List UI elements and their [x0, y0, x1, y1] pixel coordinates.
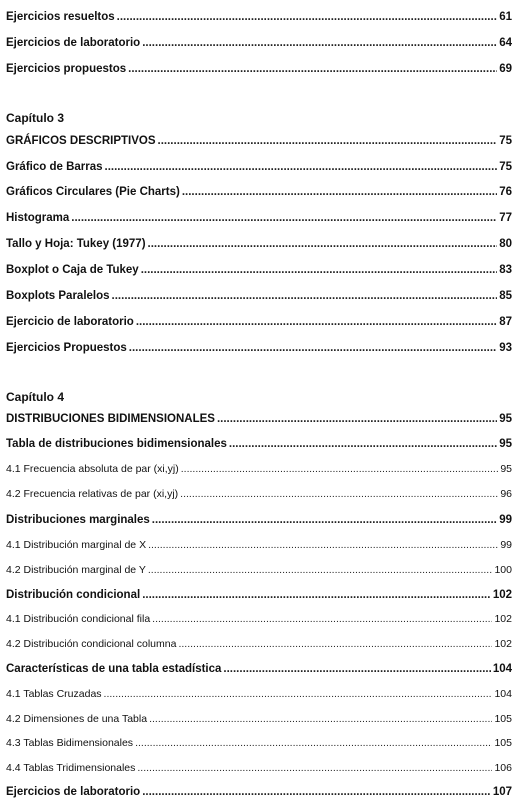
dot-leader [137, 760, 492, 776]
toc-entry-title: 4.2 Dimensiones de una Tabla [6, 713, 148, 725]
dot-leader [180, 486, 498, 502]
toc-entry-page-number: 87 [499, 316, 512, 328]
toc-entry-page-number: 80 [499, 238, 512, 250]
dot-leader [148, 236, 498, 252]
toc-entry[interactable] [6, 9, 512, 25]
dot-leader [129, 340, 497, 356]
toc-entry[interactable] [6, 133, 512, 149]
toc-entry-page-number: 102 [492, 589, 512, 601]
toc-entry[interactable] [6, 735, 512, 751]
toc-entry[interactable] [6, 512, 512, 528]
toc-entry-page-number: 75 [499, 161, 512, 173]
toc-entry-title: DISTRIBUCIONES BIDIMENSIONALES [6, 413, 215, 425]
toc-entry-title: Ejercicios resueltos [6, 11, 115, 23]
toc-entry-title: 4.1 Frecuencia absoluta de par (xi,yj) [6, 463, 179, 475]
toc-entry-title: 4.1 Distribución condicional fila [6, 613, 151, 625]
toc-entry[interactable] [6, 436, 512, 452]
toc-entry-title: 4.1 Tablas Cruzadas [6, 688, 102, 700]
toc-entry[interactable] [6, 537, 512, 553]
toc-entry[interactable] [6, 411, 512, 427]
toc-entry-page-number: 102 [494, 613, 512, 625]
toc-entry-title: 4.3 Tablas Bidimensionales [6, 737, 134, 749]
toc-entry[interactable] [6, 562, 512, 578]
toc-entry-title: 4.2 Distribución marginal de Y [6, 564, 146, 576]
dot-leader [136, 314, 497, 330]
toc-entry[interactable] [6, 262, 512, 278]
dot-leader [229, 436, 497, 452]
toc-entry-title: 4.1 Distribución marginal de X [6, 539, 147, 551]
toc-entry-page-number: 95 [499, 438, 512, 450]
dot-leader [141, 262, 498, 278]
toc-entry-title: Tabla de distribuciones bidimensionales [6, 438, 227, 450]
dot-leader [142, 784, 491, 800]
toc-entry-page-number: 104 [492, 663, 512, 675]
toc-entry-title: 4.4 Tablas Tridimensionales [6, 762, 136, 774]
toc-entry[interactable] [6, 314, 512, 330]
dot-leader [148, 562, 493, 578]
toc-entry-page-number: 105 [494, 737, 512, 749]
toc-entry-page-number: 99 [499, 514, 512, 526]
toc-entry-page-number: 61 [499, 11, 512, 23]
toc-entry-page-number: 99 [500, 539, 512, 551]
dot-leader [128, 61, 497, 77]
dot-leader [178, 636, 492, 652]
toc-entry-page-number: 69 [499, 63, 512, 75]
toc-entry-page-number: 107 [492, 786, 512, 798]
toc-entry-page-number: 104 [494, 688, 512, 700]
toc-entry-title: Ejercicios propuestos [6, 63, 127, 75]
dot-leader [142, 587, 491, 603]
dot-leader [135, 735, 492, 751]
toc-entry-title: Boxplots Paralelos [6, 290, 110, 302]
toc-entry[interactable] [6, 686, 512, 702]
toc-entry[interactable] [6, 461, 512, 477]
toc-entry[interactable] [6, 486, 512, 502]
toc-entry-title: 4.2 Distribución condicional columna [6, 638, 177, 650]
toc-entry[interactable] [6, 61, 512, 77]
toc-entry-page-number: 77 [499, 212, 512, 224]
toc-entry-page-number: 76 [499, 186, 512, 198]
toc-entry-page-number: 85 [499, 290, 512, 302]
toc-entry-title: Características de una tabla estadística [6, 663, 222, 675]
dot-leader [105, 159, 498, 175]
toc-entry-title: Gráfico de Barras [6, 161, 103, 173]
toc-entry[interactable] [6, 159, 512, 175]
dot-leader [182, 184, 497, 200]
toc-entry-page-number: 83 [499, 264, 512, 276]
toc-entry-page-number: 93 [499, 342, 512, 354]
toc-entry-title: Tallo y Hoja: Tukey (1977) [6, 238, 146, 250]
toc-entry[interactable] [6, 661, 512, 677]
toc-entry[interactable] [6, 35, 512, 51]
dot-leader [149, 711, 492, 727]
toc-entry-page-number: 95 [499, 413, 512, 425]
toc-entry[interactable] [6, 184, 512, 200]
toc-entry-title: Gráficos Circulares (Pie Charts) [6, 186, 180, 198]
toc-entry-title: Ejercicio de laboratorio [6, 316, 134, 328]
toc-entry-page-number: 105 [494, 713, 512, 725]
toc-entry-page-number: 100 [494, 564, 512, 576]
toc-entry[interactable] [6, 611, 512, 627]
dot-leader [142, 35, 497, 51]
toc-entry-title: Distribución condicional [6, 589, 141, 601]
toc-entry[interactable] [6, 760, 512, 776]
toc-entry[interactable] [6, 210, 512, 226]
dot-leader [223, 661, 490, 677]
toc-entry-page-number: 95 [500, 463, 512, 475]
dot-leader [148, 537, 498, 553]
dot-leader [152, 512, 497, 528]
dot-leader [152, 611, 492, 627]
toc-entry-title: Histograma [6, 212, 70, 224]
dot-leader [217, 411, 497, 427]
toc-entry-title: Distribuciones marginales [6, 514, 150, 526]
toc-entry-page-number: 106 [494, 762, 512, 774]
chapter-heading: Capítulo 4 [6, 390, 65, 404]
toc-entry-title: Boxplot o Caja de Tukey [6, 264, 139, 276]
toc-entry[interactable] [6, 784, 512, 800]
toc-entry-page-number: 64 [499, 37, 512, 49]
toc-entry-title: Ejercicios de laboratorio [6, 37, 141, 49]
toc-entry-title: Ejercicios de laboratorio [6, 786, 141, 798]
toc-entry-page-number: 102 [494, 638, 512, 650]
toc-entry-title: 4.2 Frecuencia relativas de par (xi,yj) [6, 488, 179, 500]
dot-leader [181, 461, 499, 477]
dot-leader [117, 9, 498, 25]
dot-leader [104, 686, 493, 702]
toc-entry[interactable] [6, 636, 512, 652]
chapter-heading: Capítulo 3 [6, 111, 65, 125]
toc-entry[interactable] [6, 288, 512, 304]
toc-entry-title: GRÁFICOS DESCRIPTIVOS [6, 135, 156, 147]
dot-leader [112, 288, 498, 304]
toc-entry[interactable] [6, 711, 512, 727]
toc-entry[interactable] [6, 340, 512, 356]
toc-entry-page-number: 96 [500, 488, 512, 500]
dot-leader [71, 210, 497, 226]
toc-entry[interactable] [6, 587, 512, 603]
toc-entry-page-number: 75 [499, 135, 512, 147]
toc-entry-title: Ejercicios Propuestos [6, 342, 127, 354]
toc-entry[interactable] [6, 236, 512, 252]
dot-leader [158, 133, 498, 149]
